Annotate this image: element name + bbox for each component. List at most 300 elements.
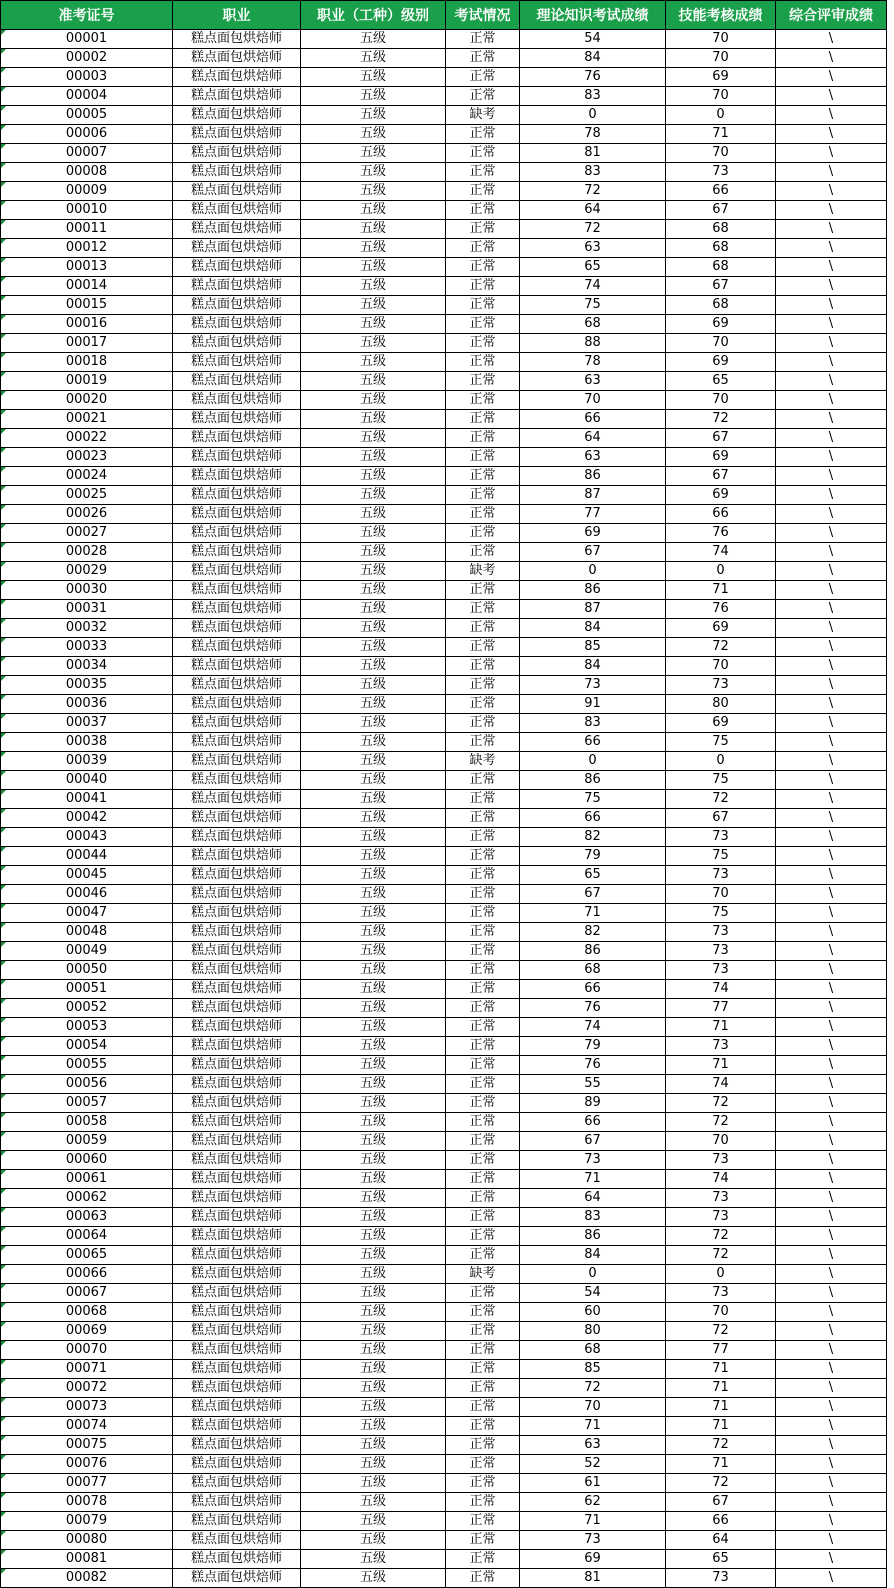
occupation-cell[interactable]: 糕点面包烘焙师 — [173, 1436, 301, 1455]
theory-score-cell[interactable]: 81 — [520, 144, 666, 163]
skill-score-cell[interactable]: 67 — [666, 809, 776, 828]
skill-score-cell[interactable]: 71 — [666, 581, 776, 600]
theory-score-cell[interactable]: 66 — [520, 733, 666, 752]
level-cell[interactable]: 五级 — [301, 1493, 446, 1512]
occupation-cell[interactable]: 糕点面包烘焙师 — [173, 1360, 301, 1379]
skill-score-cell[interactable]: 75 — [666, 847, 776, 866]
occupation-cell[interactable]: 糕点面包烘焙师 — [173, 467, 301, 486]
exam-status-cell[interactable]: 正常 — [446, 1455, 520, 1474]
exam-status-cell[interactable]: 正常 — [446, 1341, 520, 1360]
exam-status-cell[interactable]: 正常 — [446, 1075, 520, 1094]
skill-score-cell[interactable]: 69 — [666, 68, 776, 87]
exam-id-cell[interactable]: 00060 — [1, 1151, 173, 1170]
exam-id-cell[interactable]: 00024 — [1, 467, 173, 486]
overall-score-cell[interactable]: \ — [776, 220, 887, 239]
skill-score-cell[interactable]: 68 — [666, 296, 776, 315]
exam-status-cell[interactable]: 正常 — [446, 296, 520, 315]
overall-score-cell[interactable]: \ — [776, 657, 887, 676]
exam-id-cell[interactable]: 00075 — [1, 1436, 173, 1455]
level-cell[interactable]: 五级 — [301, 334, 446, 353]
theory-score-cell[interactable]: 65 — [520, 258, 666, 277]
exam-id-cell[interactable]: 00013 — [1, 258, 173, 277]
exam-status-cell[interactable]: 正常 — [446, 125, 520, 144]
overall-score-cell[interactable]: \ — [776, 1037, 887, 1056]
level-cell[interactable]: 五级 — [301, 353, 446, 372]
skill-score-cell[interactable]: 71 — [666, 1056, 776, 1075]
exam-status-cell[interactable]: 正常 — [446, 87, 520, 106]
skill-score-cell[interactable]: 72 — [666, 1227, 776, 1246]
theory-score-cell[interactable]: 81 — [520, 1569, 666, 1588]
occupation-cell[interactable]: 糕点面包烘焙师 — [173, 1265, 301, 1284]
exam-status-cell[interactable]: 正常 — [446, 334, 520, 353]
overall-score-cell[interactable]: \ — [776, 752, 887, 771]
occupation-cell[interactable]: 糕点面包烘焙师 — [173, 847, 301, 866]
exam-id-cell[interactable]: 00015 — [1, 296, 173, 315]
overall-score-cell[interactable]: \ — [776, 429, 887, 448]
skill-score-cell[interactable]: 67 — [666, 201, 776, 220]
theory-score-cell[interactable]: 86 — [520, 1227, 666, 1246]
level-cell[interactable]: 五级 — [301, 1512, 446, 1531]
exam-id-cell[interactable]: 00048 — [1, 923, 173, 942]
level-cell[interactable]: 五级 — [301, 942, 446, 961]
exam-status-cell[interactable]: 正常 — [446, 1512, 520, 1531]
level-cell[interactable]: 五级 — [301, 505, 446, 524]
exam-id-cell[interactable]: 00063 — [1, 1208, 173, 1227]
theory-score-cell[interactable]: 84 — [520, 657, 666, 676]
overall-score-cell[interactable]: \ — [776, 1512, 887, 1531]
theory-score-cell[interactable]: 74 — [520, 277, 666, 296]
theory-score-cell[interactable]: 72 — [520, 182, 666, 201]
level-cell[interactable]: 五级 — [301, 752, 446, 771]
overall-score-cell[interactable]: \ — [776, 619, 887, 638]
theory-score-cell[interactable]: 83 — [520, 87, 666, 106]
occupation-cell[interactable]: 糕点面包烘焙师 — [173, 429, 301, 448]
occupation-cell[interactable]: 糕点面包烘焙师 — [173, 714, 301, 733]
exam-id-cell[interactable]: 00007 — [1, 144, 173, 163]
overall-score-cell[interactable]: \ — [776, 182, 887, 201]
theory-score-cell[interactable]: 66 — [520, 410, 666, 429]
exam-status-cell[interactable]: 正常 — [446, 410, 520, 429]
theory-score-cell[interactable]: 76 — [520, 999, 666, 1018]
theory-score-cell[interactable]: 68 — [520, 961, 666, 980]
level-cell[interactable]: 五级 — [301, 809, 446, 828]
level-cell[interactable]: 五级 — [301, 923, 446, 942]
overall-score-cell[interactable]: \ — [776, 87, 887, 106]
exam-status-cell[interactable]: 正常 — [446, 429, 520, 448]
exam-status-cell[interactable]: 正常 — [446, 714, 520, 733]
skill-score-cell[interactable]: 70 — [666, 657, 776, 676]
overall-score-cell[interactable]: \ — [776, 1493, 887, 1512]
occupation-cell[interactable]: 糕点面包烘焙师 — [173, 1075, 301, 1094]
overall-score-cell[interactable]: \ — [776, 638, 887, 657]
theory-score-cell[interactable]: 86 — [520, 942, 666, 961]
theory-score-cell[interactable]: 54 — [520, 30, 666, 49]
occupation-cell[interactable]: 糕点面包烘焙师 — [173, 1094, 301, 1113]
skill-score-cell[interactable]: 73 — [666, 1284, 776, 1303]
skill-score-cell[interactable]: 70 — [666, 87, 776, 106]
level-cell[interactable]: 五级 — [301, 1474, 446, 1493]
exam-id-cell[interactable]: 00014 — [1, 277, 173, 296]
level-cell[interactable]: 五级 — [301, 1379, 446, 1398]
theory-score-cell[interactable]: 86 — [520, 771, 666, 790]
overall-score-cell[interactable]: \ — [776, 1113, 887, 1132]
theory-score-cell[interactable]: 70 — [520, 391, 666, 410]
skill-score-cell[interactable]: 75 — [666, 771, 776, 790]
exam-id-cell[interactable]: 00082 — [1, 1569, 173, 1588]
theory-score-cell[interactable]: 80 — [520, 1322, 666, 1341]
occupation-cell[interactable]: 糕点面包烘焙师 — [173, 1569, 301, 1588]
exam-id-cell[interactable]: 00026 — [1, 505, 173, 524]
theory-score-cell[interactable]: 82 — [520, 828, 666, 847]
exam-id-cell[interactable]: 00002 — [1, 49, 173, 68]
occupation-cell[interactable]: 糕点面包烘焙师 — [173, 1341, 301, 1360]
skill-score-cell[interactable]: 74 — [666, 1075, 776, 1094]
exam-id-cell[interactable]: 00001 — [1, 30, 173, 49]
exam-id-cell[interactable]: 00057 — [1, 1094, 173, 1113]
skill-score-cell[interactable]: 71 — [666, 1360, 776, 1379]
overall-score-cell[interactable]: \ — [776, 1341, 887, 1360]
skill-score-cell[interactable]: 73 — [666, 1189, 776, 1208]
exam-id-cell[interactable]: 00025 — [1, 486, 173, 505]
skill-score-cell[interactable]: 75 — [666, 904, 776, 923]
exam-status-cell[interactable]: 正常 — [446, 543, 520, 562]
exam-status-cell[interactable]: 正常 — [446, 49, 520, 68]
level-cell[interactable]: 五级 — [301, 1075, 446, 1094]
skill-score-cell[interactable]: 71 — [666, 1379, 776, 1398]
level-cell[interactable]: 五级 — [301, 296, 446, 315]
exam-id-cell[interactable]: 00072 — [1, 1379, 173, 1398]
overall-score-cell[interactable]: \ — [776, 1417, 887, 1436]
skill-score-cell[interactable]: 67 — [666, 277, 776, 296]
level-cell[interactable]: 五级 — [301, 1056, 446, 1075]
skill-score-cell[interactable]: 66 — [666, 505, 776, 524]
exam-id-cell[interactable]: 00031 — [1, 600, 173, 619]
level-cell[interactable]: 五级 — [301, 1531, 446, 1550]
occupation-cell[interactable]: 糕点面包烘焙师 — [173, 1132, 301, 1151]
exam-id-cell[interactable]: 00044 — [1, 847, 173, 866]
skill-score-cell[interactable]: 72 — [666, 1113, 776, 1132]
occupation-cell[interactable]: 糕点面包烘焙师 — [173, 638, 301, 657]
exam-id-cell[interactable]: 00011 — [1, 220, 173, 239]
overall-score-cell[interactable]: \ — [776, 1322, 887, 1341]
occupation-cell[interactable]: 糕点面包烘焙师 — [173, 1056, 301, 1075]
occupation-cell[interactable]: 糕点面包烘焙师 — [173, 657, 301, 676]
overall-score-cell[interactable]: \ — [776, 1569, 887, 1588]
exam-id-cell[interactable]: 00029 — [1, 562, 173, 581]
exam-status-cell[interactable]: 正常 — [446, 771, 520, 790]
occupation-cell[interactable]: 糕点面包烘焙师 — [173, 942, 301, 961]
overall-score-cell[interactable]: \ — [776, 334, 887, 353]
skill-score-cell[interactable]: 69 — [666, 714, 776, 733]
exam-status-cell[interactable]: 正常 — [446, 961, 520, 980]
overall-score-cell[interactable]: \ — [776, 733, 887, 752]
overall-score-cell[interactable]: \ — [776, 1531, 887, 1550]
overall-score-cell[interactable]: \ — [776, 524, 887, 543]
skill-score-cell[interactable]: 67 — [666, 429, 776, 448]
level-cell[interactable]: 五级 — [301, 1455, 446, 1474]
overall-score-cell[interactable]: \ — [776, 562, 887, 581]
level-cell[interactable]: 五级 — [301, 182, 446, 201]
skill-score-cell[interactable]: 72 — [666, 638, 776, 657]
exam-id-cell[interactable]: 00050 — [1, 961, 173, 980]
overall-score-cell[interactable]: \ — [776, 277, 887, 296]
occupation-cell[interactable]: 糕点面包烘焙师 — [173, 581, 301, 600]
skill-score-cell[interactable]: 72 — [666, 1322, 776, 1341]
skill-score-cell[interactable]: 65 — [666, 372, 776, 391]
exam-id-cell[interactable]: 00058 — [1, 1113, 173, 1132]
theory-score-cell[interactable]: 87 — [520, 486, 666, 505]
exam-id-cell[interactable]: 00034 — [1, 657, 173, 676]
overall-score-cell[interactable]: \ — [776, 68, 887, 87]
theory-score-cell[interactable]: 75 — [520, 296, 666, 315]
overall-score-cell[interactable]: \ — [776, 372, 887, 391]
overall-score-cell[interactable]: \ — [776, 125, 887, 144]
overall-score-cell[interactable]: \ — [776, 885, 887, 904]
theory-score-cell[interactable]: 86 — [520, 581, 666, 600]
skill-score-cell[interactable]: 77 — [666, 999, 776, 1018]
theory-score-cell[interactable]: 52 — [520, 1455, 666, 1474]
occupation-cell[interactable]: 糕点面包烘焙师 — [173, 562, 301, 581]
overall-score-cell[interactable]: \ — [776, 1284, 887, 1303]
skill-score-cell[interactable]: 73 — [666, 676, 776, 695]
level-cell[interactable]: 五级 — [301, 581, 446, 600]
level-cell[interactable]: 五级 — [301, 828, 446, 847]
occupation-cell[interactable]: 糕点面包烘焙师 — [173, 1151, 301, 1170]
occupation-cell[interactable]: 糕点面包烘焙师 — [173, 182, 301, 201]
exam-status-cell[interactable]: 正常 — [446, 904, 520, 923]
occupation-cell[interactable]: 糕点面包烘焙师 — [173, 619, 301, 638]
exam-id-cell[interactable]: 00056 — [1, 1075, 173, 1094]
overall-score-cell[interactable]: \ — [776, 942, 887, 961]
skill-score-cell[interactable]: 73 — [666, 961, 776, 980]
skill-score-cell[interactable]: 0 — [666, 106, 776, 125]
theory-score-cell[interactable]: 66 — [520, 980, 666, 999]
exam-id-cell[interactable]: 00036 — [1, 695, 173, 714]
theory-score-cell[interactable]: 64 — [520, 429, 666, 448]
level-cell[interactable]: 五级 — [301, 790, 446, 809]
occupation-cell[interactable]: 糕点面包烘焙师 — [173, 1398, 301, 1417]
level-cell[interactable]: 五级 — [301, 695, 446, 714]
level-cell[interactable]: 五级 — [301, 277, 446, 296]
theory-score-cell[interactable]: 67 — [520, 543, 666, 562]
occupation-cell[interactable]: 糕点面包烘焙师 — [173, 30, 301, 49]
theory-score-cell[interactable]: 75 — [520, 790, 666, 809]
exam-status-cell[interactable]: 正常 — [446, 1151, 520, 1170]
exam-id-cell[interactable]: 00066 — [1, 1265, 173, 1284]
overall-score-cell[interactable]: \ — [776, 1018, 887, 1037]
occupation-cell[interactable]: 糕点面包烘焙师 — [173, 1379, 301, 1398]
exam-id-cell[interactable]: 00003 — [1, 68, 173, 87]
overall-score-cell[interactable]: \ — [776, 1550, 887, 1569]
occupation-cell[interactable]: 糕点面包烘焙师 — [173, 505, 301, 524]
exam-id-cell[interactable]: 00016 — [1, 315, 173, 334]
level-cell[interactable]: 五级 — [301, 1322, 446, 1341]
occupation-cell[interactable]: 糕点面包烘焙师 — [173, 1113, 301, 1132]
exam-status-cell[interactable]: 正常 — [446, 1227, 520, 1246]
level-cell[interactable]: 五级 — [301, 1436, 446, 1455]
occupation-cell[interactable]: 糕点面包烘焙师 — [173, 1170, 301, 1189]
exam-status-cell[interactable]: 正常 — [446, 1113, 520, 1132]
overall-score-cell[interactable]: \ — [776, 106, 887, 125]
overall-score-cell[interactable]: \ — [776, 714, 887, 733]
exam-status-cell[interactable]: 正常 — [446, 1189, 520, 1208]
exam-status-cell[interactable]: 正常 — [446, 600, 520, 619]
exam-id-cell[interactable]: 00046 — [1, 885, 173, 904]
occupation-cell[interactable]: 糕点面包烘焙师 — [173, 353, 301, 372]
skill-score-cell[interactable]: 70 — [666, 30, 776, 49]
theory-score-cell[interactable]: 78 — [520, 353, 666, 372]
overall-score-cell[interactable]: \ — [776, 1189, 887, 1208]
skill-score-cell[interactable]: 70 — [666, 334, 776, 353]
overall-score-cell[interactable]: \ — [776, 923, 887, 942]
theory-score-cell[interactable]: 67 — [520, 1132, 666, 1151]
overall-score-cell[interactable]: \ — [776, 410, 887, 429]
occupation-cell[interactable]: 糕点面包烘焙师 — [173, 866, 301, 885]
theory-score-cell[interactable]: 65 — [520, 866, 666, 885]
overall-score-cell[interactable]: \ — [776, 1056, 887, 1075]
overall-score-cell[interactable]: \ — [776, 391, 887, 410]
level-cell[interactable]: 五级 — [301, 904, 446, 923]
skill-score-cell[interactable]: 76 — [666, 524, 776, 543]
occupation-cell[interactable]: 糕点面包烘焙师 — [173, 68, 301, 87]
theory-score-cell[interactable]: 73 — [520, 1151, 666, 1170]
skill-score-cell[interactable]: 72 — [666, 1474, 776, 1493]
occupation-cell[interactable]: 糕点面包烘焙师 — [173, 220, 301, 239]
level-cell[interactable]: 五级 — [301, 1417, 446, 1436]
skill-score-cell[interactable]: 69 — [666, 448, 776, 467]
occupation-cell[interactable]: 糕点面包烘焙师 — [173, 999, 301, 1018]
theory-score-cell[interactable]: 0 — [520, 562, 666, 581]
theory-score-cell[interactable]: 72 — [520, 1379, 666, 1398]
occupation-cell[interactable]: 糕点面包烘焙师 — [173, 961, 301, 980]
overall-score-cell[interactable]: \ — [776, 353, 887, 372]
skill-score-cell[interactable]: 77 — [666, 1341, 776, 1360]
occupation-cell[interactable]: 糕点面包烘焙师 — [173, 277, 301, 296]
exam-id-cell[interactable]: 00047 — [1, 904, 173, 923]
level-cell[interactable]: 五级 — [301, 1303, 446, 1322]
occupation-cell[interactable]: 糕点面包烘焙师 — [173, 828, 301, 847]
occupation-cell[interactable]: 糕点面包烘焙师 — [173, 296, 301, 315]
overall-score-cell[interactable]: \ — [776, 1151, 887, 1170]
level-cell[interactable]: 五级 — [301, 1208, 446, 1227]
level-cell[interactable]: 五级 — [301, 657, 446, 676]
skill-score-cell[interactable]: 74 — [666, 980, 776, 999]
overall-score-cell[interactable]: \ — [776, 1170, 887, 1189]
overall-score-cell[interactable]: \ — [776, 258, 887, 277]
level-cell[interactable]: 五级 — [301, 429, 446, 448]
skill-score-cell[interactable]: 73 — [666, 828, 776, 847]
exam-status-cell[interactable]: 正常 — [446, 999, 520, 1018]
theory-score-cell[interactable]: 86 — [520, 467, 666, 486]
level-cell[interactable]: 五级 — [301, 980, 446, 999]
level-cell[interactable]: 五级 — [301, 524, 446, 543]
skill-score-cell[interactable]: 71 — [666, 1417, 776, 1436]
level-cell[interactable]: 五级 — [301, 144, 446, 163]
exam-id-cell[interactable]: 00052 — [1, 999, 173, 1018]
exam-status-cell[interactable]: 正常 — [446, 1208, 520, 1227]
occupation-cell[interactable]: 糕点面包烘焙师 — [173, 543, 301, 562]
col-header-theory-score[interactable]: 理论知识考试成绩 — [520, 1, 666, 30]
occupation-cell[interactable]: 糕点面包烘焙师 — [173, 695, 301, 714]
theory-score-cell[interactable]: 85 — [520, 638, 666, 657]
theory-score-cell[interactable]: 63 — [520, 372, 666, 391]
overall-score-cell[interactable]: \ — [776, 543, 887, 562]
overall-score-cell[interactable]: \ — [776, 505, 887, 524]
theory-score-cell[interactable]: 64 — [520, 201, 666, 220]
exam-id-cell[interactable]: 00061 — [1, 1170, 173, 1189]
occupation-cell[interactable]: 糕点面包烘焙师 — [173, 410, 301, 429]
occupation-cell[interactable]: 糕点面包烘焙师 — [173, 923, 301, 942]
overall-score-cell[interactable]: \ — [776, 1360, 887, 1379]
skill-score-cell[interactable]: 73 — [666, 923, 776, 942]
skill-score-cell[interactable]: 73 — [666, 1151, 776, 1170]
overall-score-cell[interactable]: \ — [776, 467, 887, 486]
exam-status-cell[interactable]: 正常 — [446, 619, 520, 638]
exam-status-cell[interactable]: 正常 — [446, 467, 520, 486]
occupation-cell[interactable]: 糕点面包烘焙师 — [173, 315, 301, 334]
occupation-cell[interactable]: 糕点面包烘焙师 — [173, 1512, 301, 1531]
exam-status-cell[interactable]: 正常 — [446, 239, 520, 258]
exam-id-cell[interactable]: 00039 — [1, 752, 173, 771]
skill-score-cell[interactable]: 73 — [666, 163, 776, 182]
level-cell[interactable]: 五级 — [301, 125, 446, 144]
exam-status-cell[interactable]: 正常 — [446, 372, 520, 391]
exam-id-cell[interactable]: 00078 — [1, 1493, 173, 1512]
skill-score-cell[interactable]: 71 — [666, 1018, 776, 1037]
exam-id-cell[interactable]: 00010 — [1, 201, 173, 220]
exam-status-cell[interactable]: 正常 — [446, 486, 520, 505]
exam-id-cell[interactable]: 00028 — [1, 543, 173, 562]
occupation-cell[interactable]: 糕点面包烘焙师 — [173, 809, 301, 828]
exam-status-cell[interactable]: 正常 — [446, 923, 520, 942]
overall-score-cell[interactable]: \ — [776, 49, 887, 68]
theory-score-cell[interactable]: 76 — [520, 1056, 666, 1075]
level-cell[interactable]: 五级 — [301, 999, 446, 1018]
level-cell[interactable]: 五级 — [301, 220, 446, 239]
theory-score-cell[interactable]: 0 — [520, 752, 666, 771]
exam-id-cell[interactable]: 00054 — [1, 1037, 173, 1056]
level-cell[interactable]: 五级 — [301, 1113, 446, 1132]
exam-id-cell[interactable]: 00077 — [1, 1474, 173, 1493]
exam-id-cell[interactable]: 00021 — [1, 410, 173, 429]
exam-id-cell[interactable]: 00037 — [1, 714, 173, 733]
exam-status-cell[interactable]: 正常 — [446, 1037, 520, 1056]
exam-id-cell[interactable]: 00070 — [1, 1341, 173, 1360]
exam-id-cell[interactable]: 00073 — [1, 1398, 173, 1417]
overall-score-cell[interactable]: \ — [776, 1265, 887, 1284]
skill-score-cell[interactable]: 72 — [666, 410, 776, 429]
theory-score-cell[interactable]: 83 — [520, 714, 666, 733]
level-cell[interactable]: 五级 — [301, 1151, 446, 1170]
exam-id-cell[interactable]: 00068 — [1, 1303, 173, 1322]
theory-score-cell[interactable]: 74 — [520, 1018, 666, 1037]
level-cell[interactable]: 五级 — [301, 619, 446, 638]
exam-status-cell[interactable]: 正常 — [446, 1132, 520, 1151]
col-header-exam-status[interactable]: 考试情况 — [446, 1, 520, 30]
overall-score-cell[interactable]: \ — [776, 695, 887, 714]
skill-score-cell[interactable]: 74 — [666, 543, 776, 562]
level-cell[interactable]: 五级 — [301, 543, 446, 562]
occupation-cell[interactable]: 糕点面包烘焙师 — [173, 1227, 301, 1246]
exam-id-cell[interactable]: 00005 — [1, 106, 173, 125]
occupation-cell[interactable]: 糕点面包烘焙师 — [173, 1531, 301, 1550]
level-cell[interactable]: 五级 — [301, 239, 446, 258]
level-cell[interactable]: 五级 — [301, 1227, 446, 1246]
occupation-cell[interactable]: 糕点面包烘焙师 — [173, 486, 301, 505]
level-cell[interactable]: 五级 — [301, 372, 446, 391]
exam-status-cell[interactable]: 正常 — [446, 353, 520, 372]
overall-score-cell[interactable]: \ — [776, 1132, 887, 1151]
